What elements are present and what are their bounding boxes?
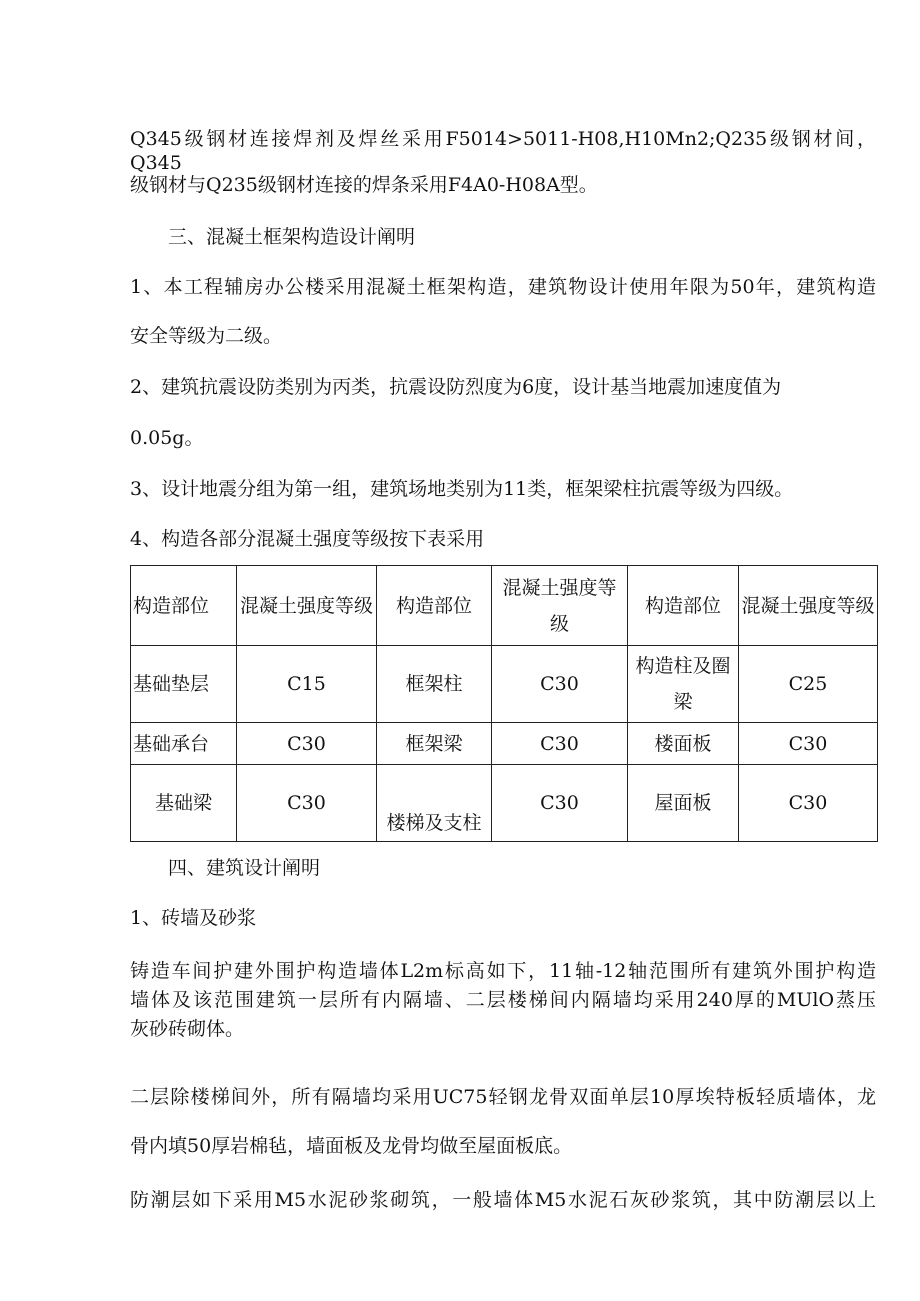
header-cell: 构造部位 (377, 566, 492, 646)
item-2-line-2: 0.05g。 (130, 427, 204, 449)
item-1-line-1: 1、本工程辅房办公楼采用混凝土框架构造，建筑物设计使用年限为50年，建筑构造 (130, 276, 876, 298)
item-3: 3、设计地震分组为第一组，建筑场地类别为11类，框架梁柱抗震等级为四级。 (130, 478, 794, 500)
table-cell: 框架柱 (377, 646, 492, 723)
concrete-strength-table (130, 565, 878, 842)
section-4-heading: 四、建筑设计阐明 (168, 857, 321, 879)
item-2-line-1: 2、建筑抗震设防类别为丙类，抗震设防烈度为6度，设计基当地震加速度值为 (130, 376, 782, 398)
wall-paragraph-line-3: 灰砂砖砌体。 (130, 1018, 245, 1040)
subsection-1-heading: 1、砖墙及砂浆 (130, 907, 257, 929)
table-cell: C15 (237, 646, 377, 723)
table-cell: 楼面板 (628, 723, 739, 765)
damp-proof-paragraph-line-1: 防潮层如下采用M5水泥砂浆砌筑，一般墙体M5水泥石灰砂浆筑，其中防潮层以上 (130, 1189, 876, 1211)
header-cell: 混凝土强度等级 (237, 566, 377, 646)
table-cell: 基础承台 (131, 723, 237, 765)
wall-paragraph-line-1: 铸造车间护建外围护构造墙体L2m标高如下，11轴-12轴范围所有建筑外围护构造 (130, 960, 876, 982)
paragraph-steel-line-1: Q345级钢材连接焊剂及焊丝采用F5014>5011-H08,H10Mn2;Q235级钢材间，Q345 (130, 128, 876, 174)
header-cell: 构造部位 (628, 566, 739, 646)
table-header-row (131, 566, 878, 646)
floor2-paragraph-line-1: 二层除楼梯间外，所有隔墙均采用UC75轻钢龙骨双面单层10厚埃特板轻质墙体，龙 (130, 1086, 876, 1108)
wall-paragraph-line-2: 墙体及该范围建筑一层所有内隔墙、二层楼梯间内隔墙均采用240厚的MUlO蒸压 (130, 989, 876, 1011)
table-cell: C30 (492, 646, 628, 723)
header-cell: 混凝土强度等级 (739, 566, 878, 646)
table-cell: 屋面板 (628, 765, 739, 842)
section-3-heading: 三、混凝土框架构造设计阐明 (168, 226, 416, 248)
table-cell: 楼梯及支柱 (377, 765, 492, 842)
table-cell: 基础梁 (131, 765, 237, 842)
header-cell: 构造部位 (131, 566, 237, 646)
table-row (131, 765, 878, 842)
table-cell: C30 (739, 765, 878, 842)
table-cell: 基础垫层 (131, 646, 237, 723)
paragraph-steel-line-2: 级钢材与Q235级钢材连接的焊条采用F4A0-H08A型。 (130, 174, 598, 196)
item-1-line-2: 安全等级为二级。 (130, 325, 283, 347)
table-row (131, 723, 878, 765)
item-4: 4、构造各部分混凝土强度等级按下表采用 (130, 528, 485, 550)
header-cell: 混凝土强度等级 (492, 566, 628, 646)
table-cell: C30 (492, 765, 628, 842)
table-cell: 构造柱及圈梁 (628, 646, 739, 723)
table-cell: 框架梁 (377, 723, 492, 765)
table-cell: C30 (739, 723, 878, 765)
table-row (131, 646, 878, 723)
table-cell: C30 (237, 765, 377, 842)
table-cell: C30 (237, 723, 377, 765)
table-cell: C25 (739, 646, 878, 723)
table-cell: C30 (492, 723, 628, 765)
floor2-paragraph-line-2: 骨内填50厚岩棉毡，墙面板及龙骨均做至屋面板底。 (130, 1135, 573, 1157)
